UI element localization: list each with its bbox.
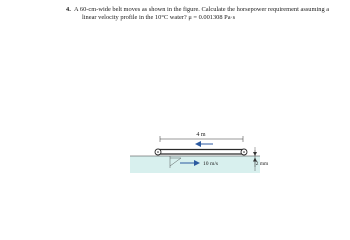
- water-layer: [130, 156, 260, 173]
- right-pulley-axle: [243, 151, 245, 153]
- problem-text-line2: linear velocity profile in the 10°C water? μ = 0.001308 Pa·s: [82, 14, 236, 22]
- left-pulley-axle: [157, 151, 159, 153]
- length-label: 4 m: [196, 132, 206, 138]
- gap-label: 2 mm: [255, 161, 269, 167]
- problem-number: 4.: [66, 6, 71, 13]
- speed-label: 10 m/s: [203, 161, 219, 167]
- problem-text-line1: A 60-cm-wide belt moves as shown in the figure. Calculate the horsepower requirement assuming a: [74, 6, 330, 13]
